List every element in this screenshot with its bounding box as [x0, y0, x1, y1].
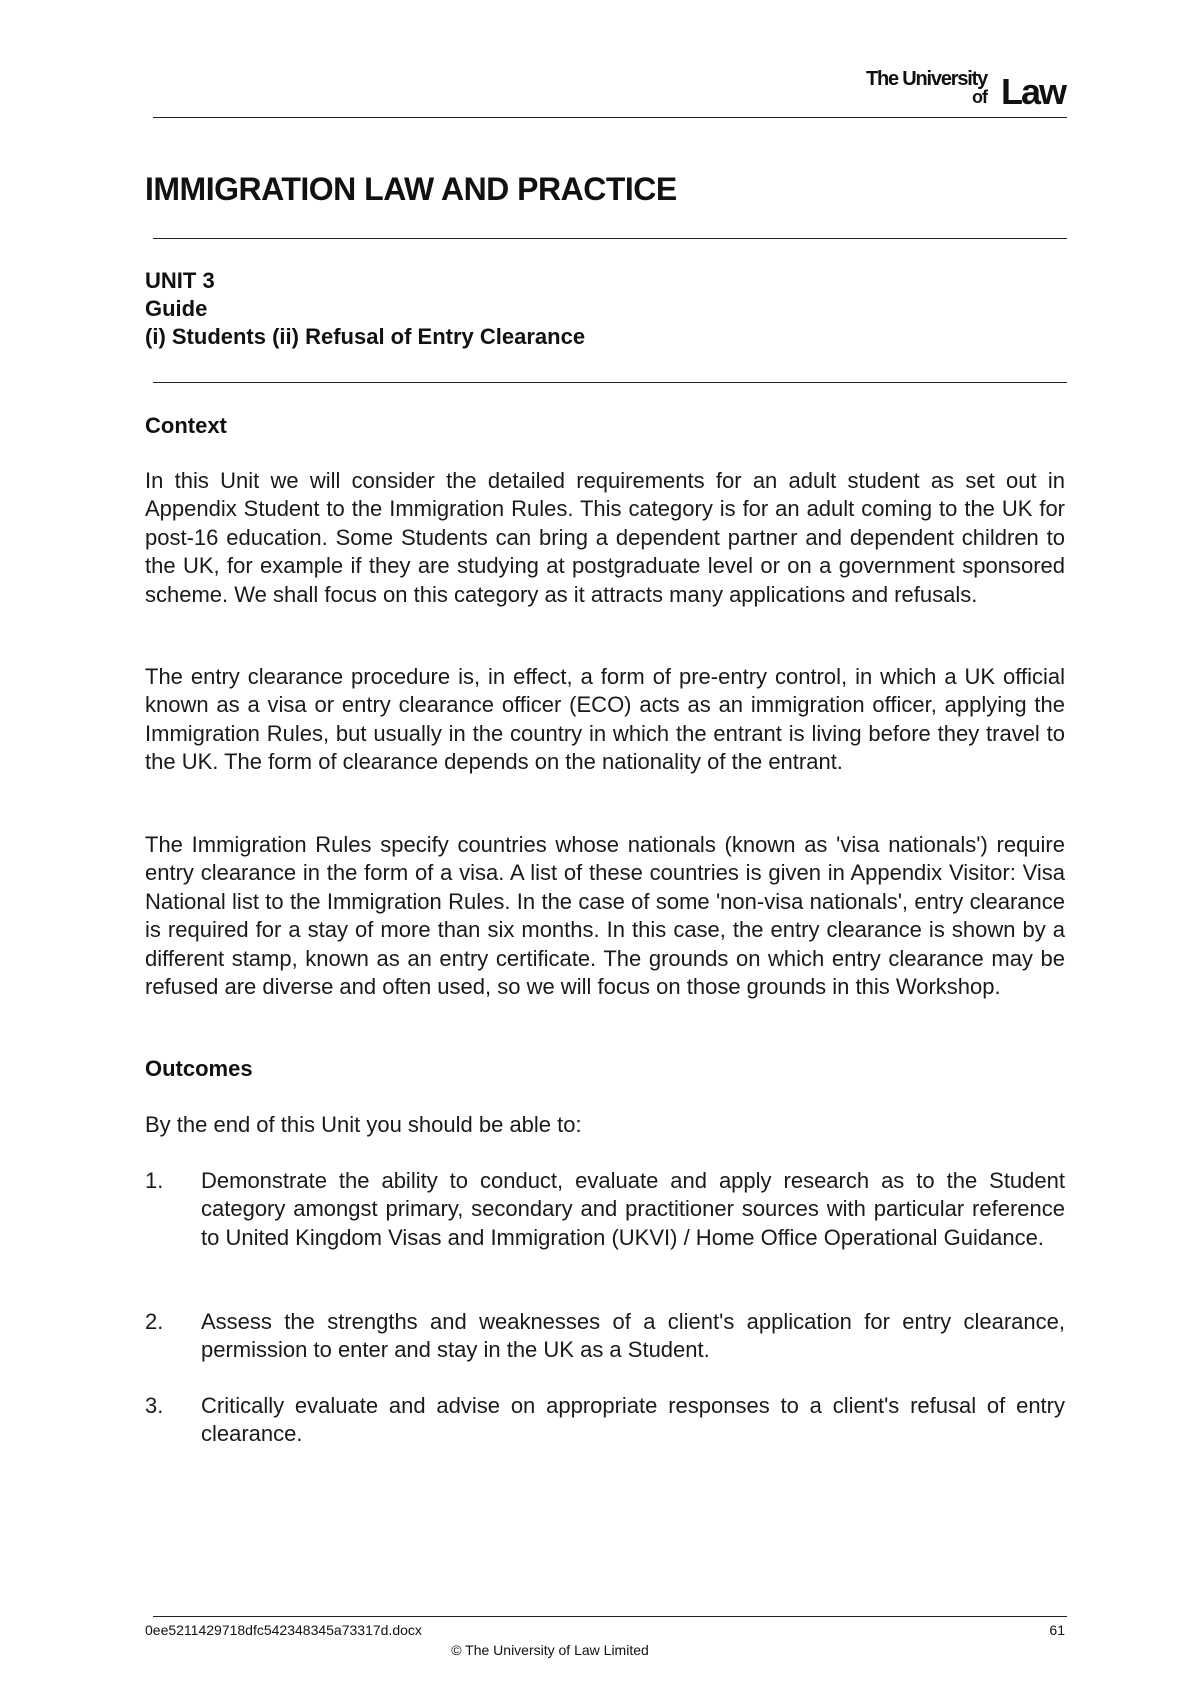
- footer-filename: 0ee5211429718dfc542348345a73317d.docx: [145, 1622, 422, 1638]
- header-rule: [153, 117, 1067, 118]
- context-paragraph-2: The entry clearance procedure is, in effect, a form of pre-entry control, in which a UK official known as a visa or entry clearance officer (ECO) acts as an immigration officer, applying the Immigration Rules, but usually in the country in which the entrant is living before they travel to the UK. The form of clearance depends on the nationality of the entrant.: [145, 664, 1065, 775]
- outcome-text: Critically evaluate and advise on appropriate responses to a client's refusal of entry clearance.: [201, 1393, 1065, 1447]
- logo-line1: The University: [865, 68, 987, 90]
- outcome-item-2: [145, 1308, 1065, 1365]
- unit-number: UNIT 3: [145, 268, 215, 293]
- outcome-number: 3.: [145, 1393, 164, 1418]
- university-logo: [855, 68, 1065, 112]
- outcomes-heading: Outcomes: [145, 1056, 253, 1081]
- page-title: IMMIGRATION LAW AND PRACTICE: [145, 171, 677, 207]
- outcome-number: 2.: [145, 1309, 164, 1334]
- context-heading: Context: [145, 413, 227, 438]
- outcome-item-3: [145, 1392, 1065, 1449]
- title-rule: [153, 238, 1067, 239]
- logo-line2: of: [972, 87, 987, 107]
- outcome-item-1: [145, 1167, 1065, 1252]
- outcome-number: 1.: [145, 1168, 164, 1193]
- unit-subtitle: (i) Students (ii) Refusal of Entry Clearance: [145, 324, 586, 349]
- unit-guide: Guide: [145, 296, 208, 321]
- outcome-text: Assess the strengths and weaknesses of a client's application for entry clearance, permission to enter and stay in the UK as a Student.: [201, 1309, 1065, 1363]
- context-paragraph-1: In this Unit we will consider the detailed requirements for an adult student as set out in Appendix Student to the Immigration Rules. This category is for an adult coming to the UK for post-16 education. Some Students can bring a dependent partner and dependent children to the UK, for example if they are studying at postgraduate level or on a government sponsored scheme. We shall focus on this category as it attracts many applications and refusals.: [145, 468, 1065, 607]
- context-paragraph-3: The Immigration Rules specify countries whose nationals (known as 'visa nationals') require entry clearance in the form of a visa. A list of these countries is given in Appendix Visitor: Visa National list to the Immigration Rules. In the case of some 'non-visa nationals', entry clearance is required for a stay of more than six months. In this case, the entry clearance is shown by a different stamp, known as an entry certificate. The grounds on which entry clearance may be refused are diverse and often used, so we will focus on those grounds in this Workshop.: [145, 832, 1065, 1000]
- footer-rule: [153, 1616, 1067, 1617]
- logo-law: Law: [1000, 71, 1065, 112]
- outcome-text: Demonstrate the ability to conduct, evaluate and apply research as to the Student category amongst primary, secondary and practitioner sources with particular reference to United Kingdom Visas and Immigration (UKVI) / Home Office Operational Guidance.: [201, 1168, 1065, 1250]
- footer-copyright: © The University of Law Limited: [451, 1642, 649, 1658]
- footer-page-number: 61: [1049, 1622, 1065, 1638]
- outcomes-intro: By the end of this Unit you should be able to:: [145, 1112, 582, 1137]
- unit-rule: [153, 382, 1067, 383]
- unit-block: [145, 267, 585, 351]
